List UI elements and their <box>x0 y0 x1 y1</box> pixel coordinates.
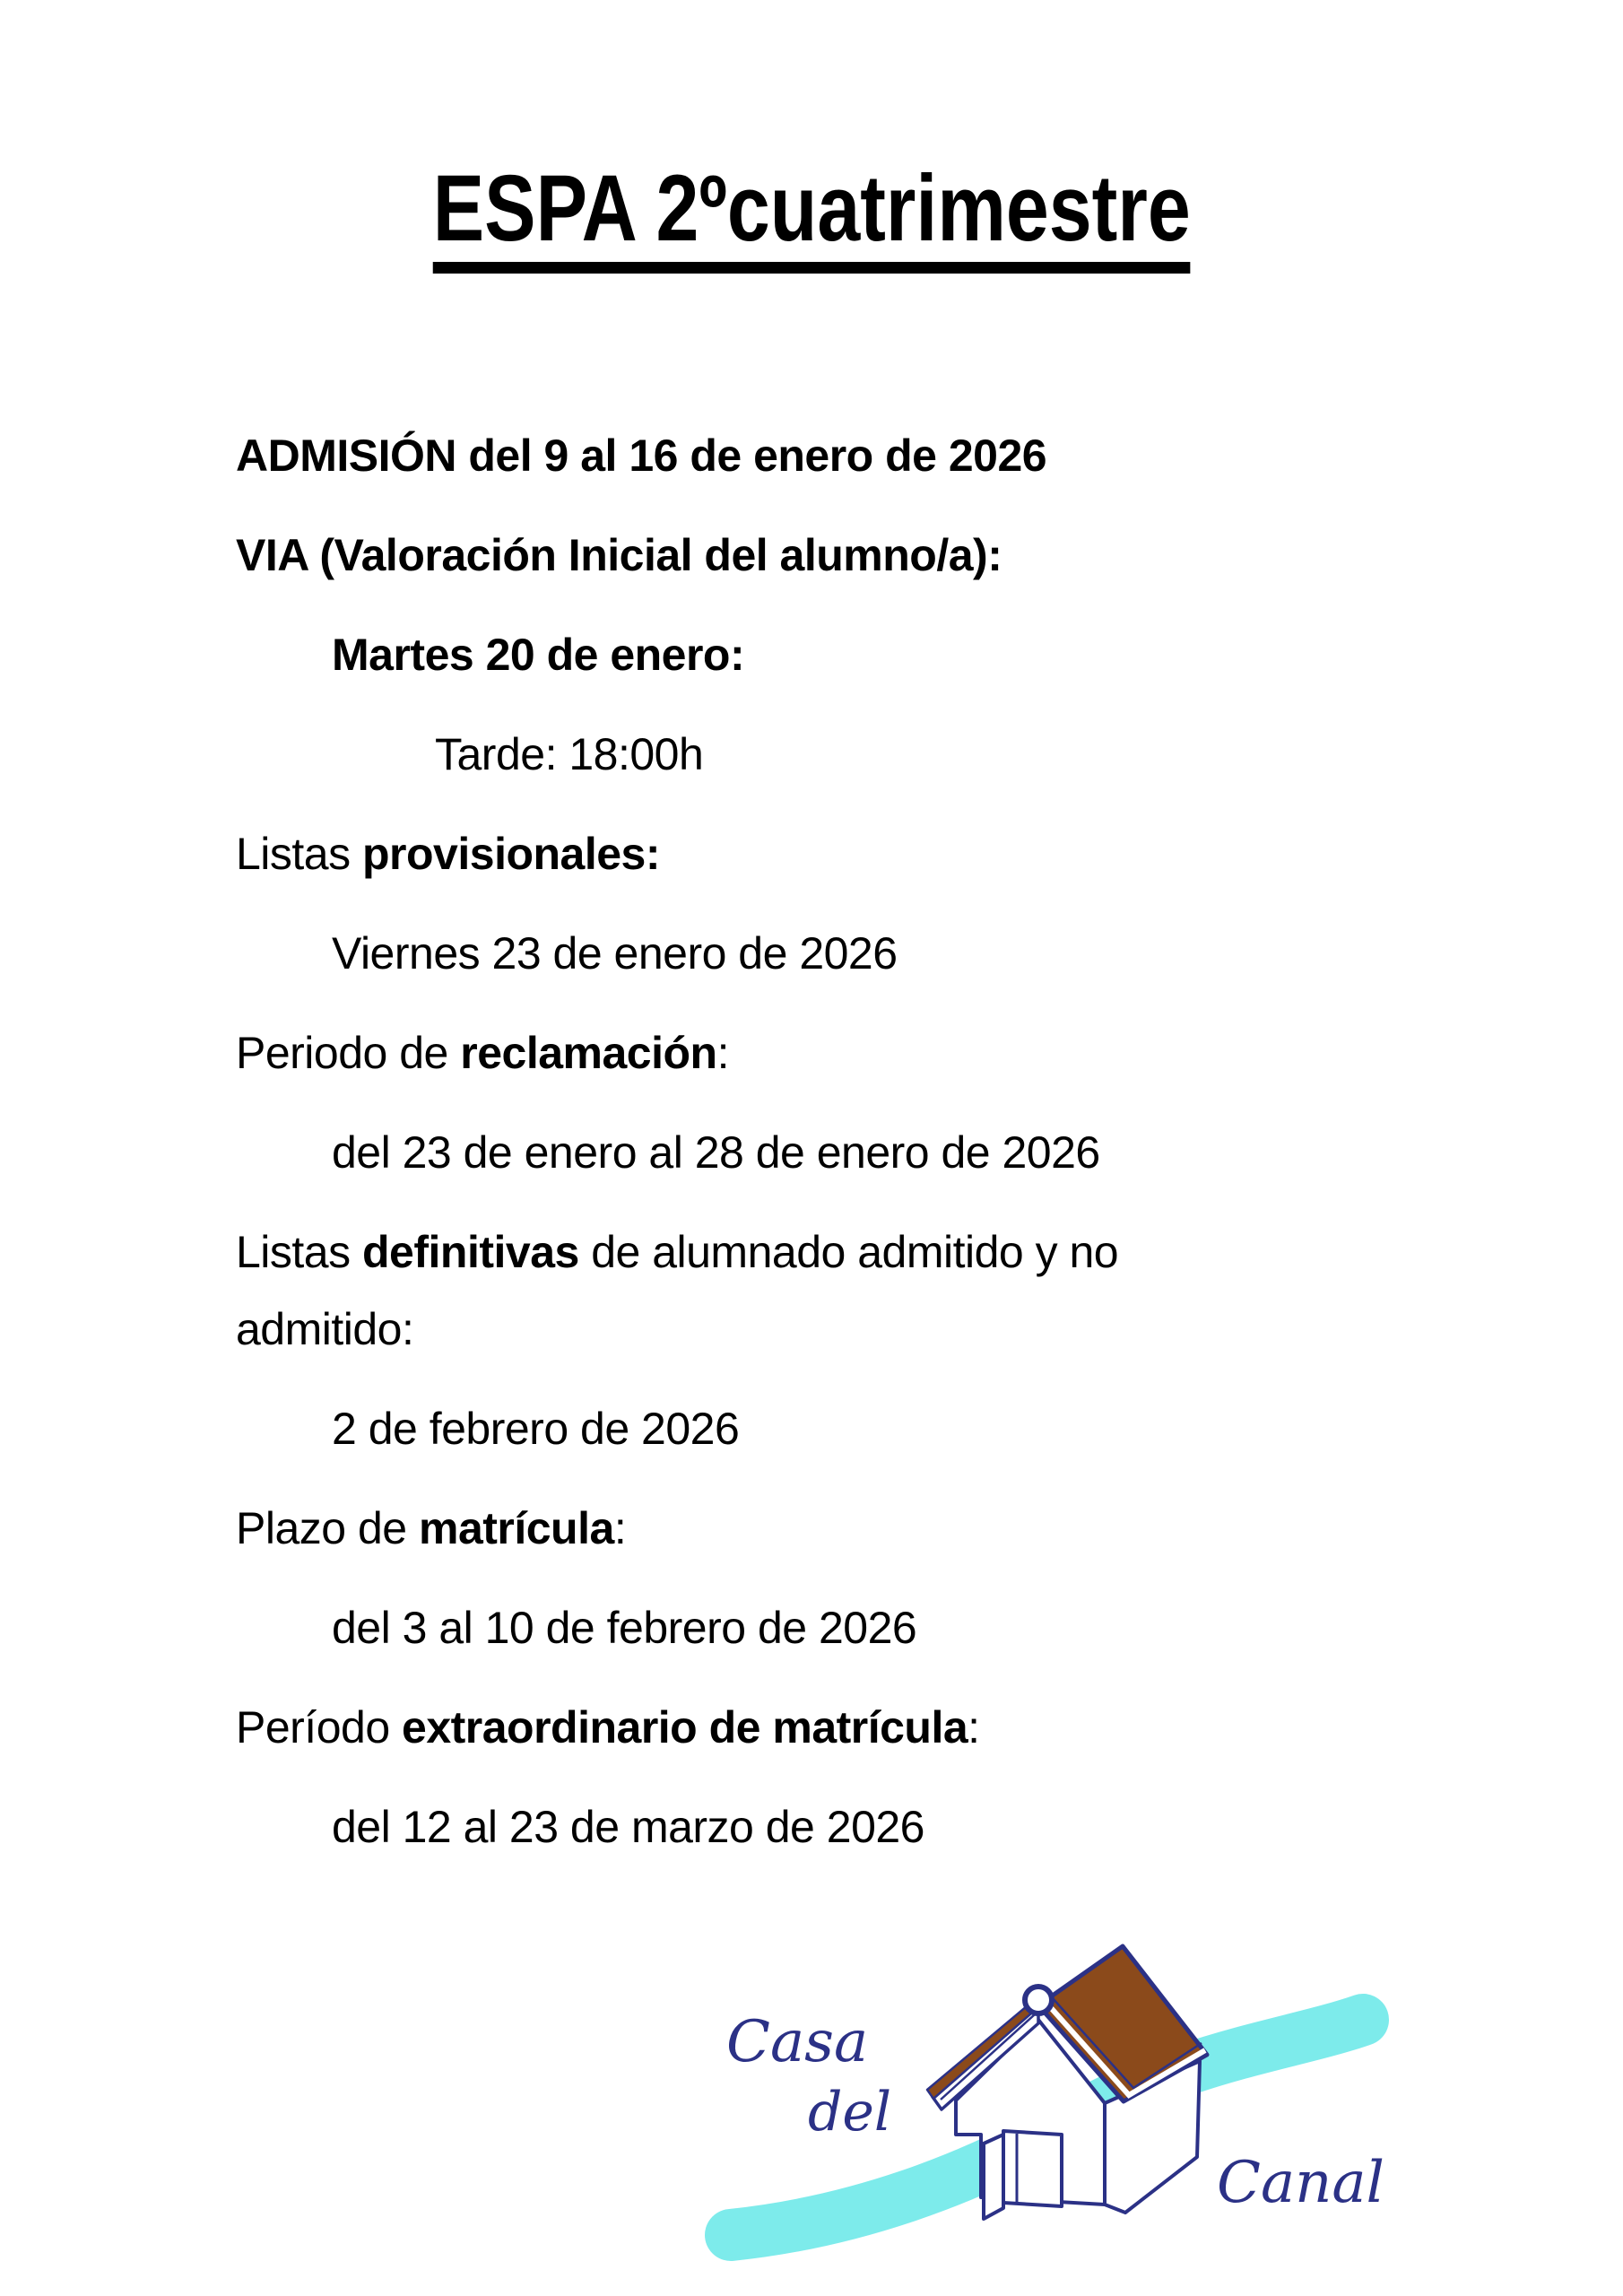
emphasis-text: matrícula <box>418 1503 614 1554</box>
text-run: Periodo de <box>236 1028 461 1079</box>
text-run: Plazo de <box>236 1503 419 1554</box>
logo-word-del: del <box>808 2081 892 2144</box>
logo-word-casa: Casa <box>726 2009 869 2075</box>
emphasis-text: ADMISIÓN del 9 al 16 de enero de 2026 <box>236 430 1047 482</box>
text-run: admitido: <box>236 1304 414 1355</box>
paragraph <box>236 716 1480 793</box>
paragraph <box>236 1689 1480 1766</box>
paragraph <box>236 815 1480 892</box>
paragraph <box>236 1114 1480 1191</box>
text-run: 2 de febrero de 2026 <box>332 1404 740 1455</box>
text-run: Listas <box>236 829 363 880</box>
body-paragraphs <box>236 417 1480 1866</box>
paragraph <box>236 1788 1480 1866</box>
paragraph <box>236 417 1480 494</box>
text-run: de alumnado admitido y no <box>578 1227 1119 1278</box>
emphasis-text: definitivas <box>362 1227 579 1278</box>
paragraph <box>236 915 1480 992</box>
text-run: del 3 al 10 de febrero de 2026 <box>332 1603 917 1654</box>
paragraph <box>236 1589 1480 1666</box>
page-title <box>0 156 1623 274</box>
logo-word-canal: Canal <box>1217 2150 1384 2216</box>
emphasis-text: VIA (Valoración Inicial del alumno/a): <box>236 530 1002 581</box>
text-run: del 23 de enero al 28 de enero de 2026 <box>332 1127 1100 1178</box>
text-run: : <box>716 1028 729 1079</box>
chimney-hook-icon <box>1025 1987 1052 2013</box>
paragraph <box>236 1014 1480 1091</box>
text-run: : <box>968 1702 980 1753</box>
paragraph <box>236 616 1480 693</box>
emphasis-text: reclamación <box>460 1028 717 1079</box>
emphasis-text: Martes 20 de enero: <box>332 630 745 681</box>
paragraph <box>236 1490 1480 1567</box>
emphasis-text: provisionales: <box>362 829 661 880</box>
title-area <box>0 0 1623 274</box>
text-run: del 12 al 23 de marzo de 2026 <box>332 1802 924 1853</box>
text-run: Listas <box>236 1227 363 1278</box>
casa-del-canal-logo <box>681 1919 1417 2278</box>
page-title-text: ESPA 2ºcuatrimestre <box>433 160 1191 274</box>
text-run: Período <box>236 1702 403 1753</box>
text-run: Tarde: 18:00h <box>435 729 704 780</box>
text-run: : <box>613 1503 627 1554</box>
emphasis-text: extraordinario de matrícula <box>402 1702 968 1753</box>
door-leaf <box>984 2135 1003 2219</box>
door-opening <box>1003 2131 1062 2206</box>
logo-graphic <box>681 1919 1417 2278</box>
paragraph <box>236 517 1480 594</box>
paragraph <box>236 1390 1480 1467</box>
text-run: Viernes 23 de enero de 2026 <box>332 928 898 979</box>
paragraph <box>236 1213 1480 1368</box>
